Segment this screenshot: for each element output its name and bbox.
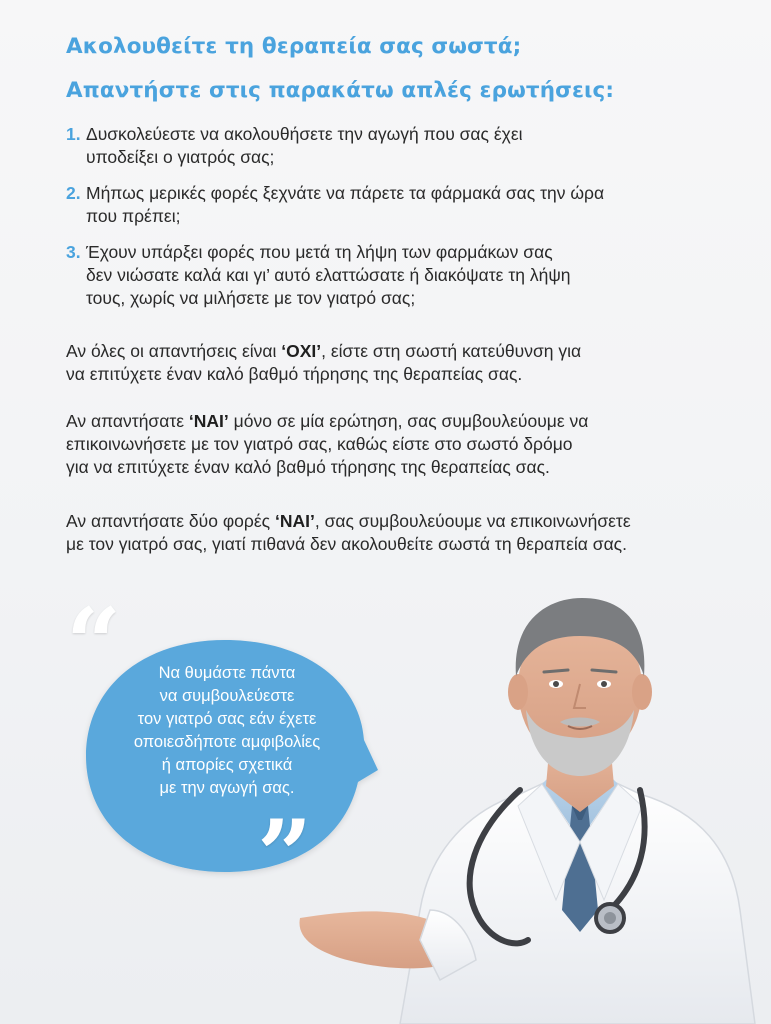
bubble-line: να συμβουλεύεστε <box>159 687 295 705</box>
answer-text: μόνο σε μία ερώτηση, σας συμβουλεύουμε να <box>228 411 589 431</box>
question-1 <box>66 123 726 169</box>
answer-line: για να επιτύχετε έναν καλό βαθμό τήρησης της θεραπείας σας. <box>66 457 550 477</box>
question-number: 1. <box>66 124 81 144</box>
page-title: Ακολουθείτε τη θεραπεία σας σωστά; <box>66 34 522 59</box>
answer-line <box>66 410 746 433</box>
question-text-line: δεν νιώσατε καλά και γι’ αυτό ελαττώσατε ή διακόψατε τη λήψη <box>86 265 571 285</box>
bubble-line: τον γιατρό σας εάν έχετε <box>137 710 317 728</box>
answer-line <box>66 340 746 363</box>
questions-list <box>66 123 726 323</box>
question-text-line: Μήπως μερικές φορές ξεχνάτε να πάρετε τα φάρμακά σας την ώρα <box>86 183 605 203</box>
question-number: 3. <box>66 242 81 262</box>
answer-text: Αν απαντήσατε δύο φορές <box>66 511 275 531</box>
answer-two-yes <box>66 510 746 556</box>
doctor-illustration <box>280 580 771 1024</box>
answer-line: να επιτύχετε έναν καλό βαθμό τήρησης της θεραπείας σας. <box>66 364 523 384</box>
question-text-line: Δυσκολεύεστε να ακολουθήσετε την αγωγή που σας έχει <box>86 124 523 144</box>
quote-open-icon: “ <box>66 587 122 700</box>
answer-text: , είστε στη σωστή κατεύθυνση για <box>321 341 582 361</box>
answer-keyword-no: ‘ΟΧΙ’ <box>281 341 322 361</box>
bubble-line: με την αγωγή σας. <box>159 779 295 797</box>
answer-one-yes <box>66 410 746 479</box>
bubble-line: οποιεσδήποτε αμφιβολίες <box>133 733 321 751</box>
page-subtitle: Απαντήστε στις παρακάτω απλές ερωτήσεις: <box>66 78 615 103</box>
question-3 <box>66 241 726 310</box>
question-text-line: τους, χωρίς να μιλήσετε με τον γιατρό σας; <box>86 288 416 308</box>
bubble-line: Να θυμάστε πάντα <box>158 664 296 682</box>
question-2 <box>66 182 726 228</box>
answer-line: επικοινωνήσετε με τον γιατρό σας, καθώς είστε στο σωστό δρόμο <box>66 434 573 454</box>
answer-keyword-yes: ‘ΝΑΙ’ <box>188 411 229 431</box>
quote-close-icon: ” <box>257 799 313 912</box>
answer-text: , σας συμβουλεύουμε να επικοινωνήσετε <box>314 511 631 531</box>
question-number: 2. <box>66 183 81 203</box>
question-text-line: υποδείξει ο γιατρός σας; <box>86 147 275 167</box>
answer-all-no <box>66 340 746 386</box>
bubble-line: ή απορίες σχετικά <box>161 756 293 774</box>
answer-line: με τον γιατρό σας, γιατί πιθανά δεν ακολουθείτε σωστά τη θεραπεία σας. <box>66 534 627 554</box>
question-text-line: που πρέπει; <box>86 206 181 226</box>
answer-keyword-yes: ‘ΝΑΙ’ <box>274 511 315 531</box>
answer-text: Αν απαντήσατε <box>66 411 189 431</box>
question-text-line: Έχουν υπάρξει φορές που μετά τη λήψη των φαρμάκων σας <box>86 242 553 262</box>
answer-line <box>66 510 746 533</box>
answer-text: Αν όλες οι απαντήσεις είναι <box>66 341 282 361</box>
